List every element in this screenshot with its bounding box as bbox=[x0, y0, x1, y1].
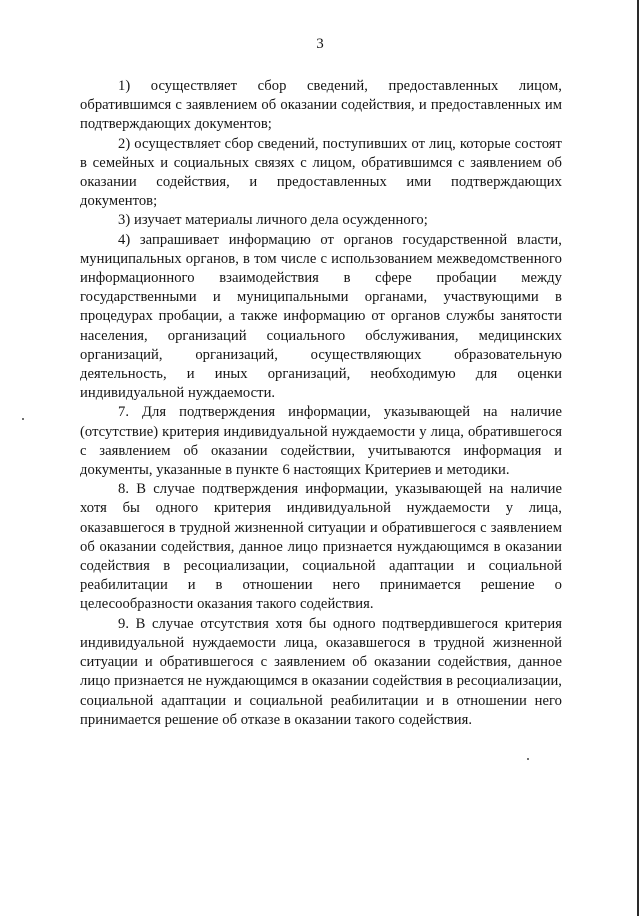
scan-speck bbox=[527, 758, 529, 760]
document-body bbox=[80, 77, 562, 730]
paragraph-clause-8: 8. В случае подтверждения информации, указывающей на наличие хотя бы одного критерия индивидуальной нуждаемости у лица, оказавшегося в трудной жизненной ситуации и обратившегося с заявлением об оказании содействия, данное лицо признается нуждающимся в оказании содействия в ресоциализации, социальной адаптации и социальной реабилитации и в отношении него принимается решение о целесообразности оказания такого содействия. bbox=[80, 481, 562, 613]
paragraph-item-4: 4) запрашивает информацию от органов государственной власти, муниципальных органов, в том числе с использованием межведомственного информационного взаимодействия в сфере пробации между государственными и муниципальными органами, участвующими в процедурах пробации, а также информацию от органов службы занятости населения, организаций социального обслуживания, медицинских организаций, организаций, осуществляющих образовательную деятельность, и иных организаций, необходимую для оценки индивидуальной нуждаемости. bbox=[80, 231, 562, 402]
scan-edge bbox=[637, 0, 639, 916]
page-number: 3 bbox=[316, 36, 324, 52]
paragraph-item-2: 2) осуществляет сбор сведений, поступивших от лиц, которые состоят в семейных и социальных связях с лицом, обратившимся с заявлением об оказании содействия, и предоставленных ими подтверждающих документов; bbox=[80, 135, 562, 210]
paragraph-clause-9: 9. В случае отсутствия хотя бы одного подтвердившегося критерия индивидуальной нуждаемости лица, оказавшегося в трудной жизненной ситуации и обратившегося с заявлением об оказании содействия, данное лицо признается не нуждающимся в оказании содействия в ресоциализации, социальной адаптации и социальной реабилитации и в отношении него принимается решение об отказе в оказании такого содействия. bbox=[80, 615, 562, 728]
paragraph-item-1: 1) осуществляет сбор сведений, предоставленных лицом, обратившимся с заявлением об оказании содействия, и предоставленных им подтверждающих документов; bbox=[80, 78, 562, 133]
paragraph-clause-7: 7. Для подтверждения информации, указывающей на наличие (отсутствие) критерия индивидуальной нуждаемости у лица, обратившегося с заявлением об оказании содействии, учитываются информация и документы, указанные в пункте 6 настоящих Критериев и методики. bbox=[80, 404, 562, 479]
scan-speck bbox=[22, 418, 24, 420]
paragraph-item-3: 3) изучает материалы личного дела осужденного; bbox=[118, 212, 428, 229]
